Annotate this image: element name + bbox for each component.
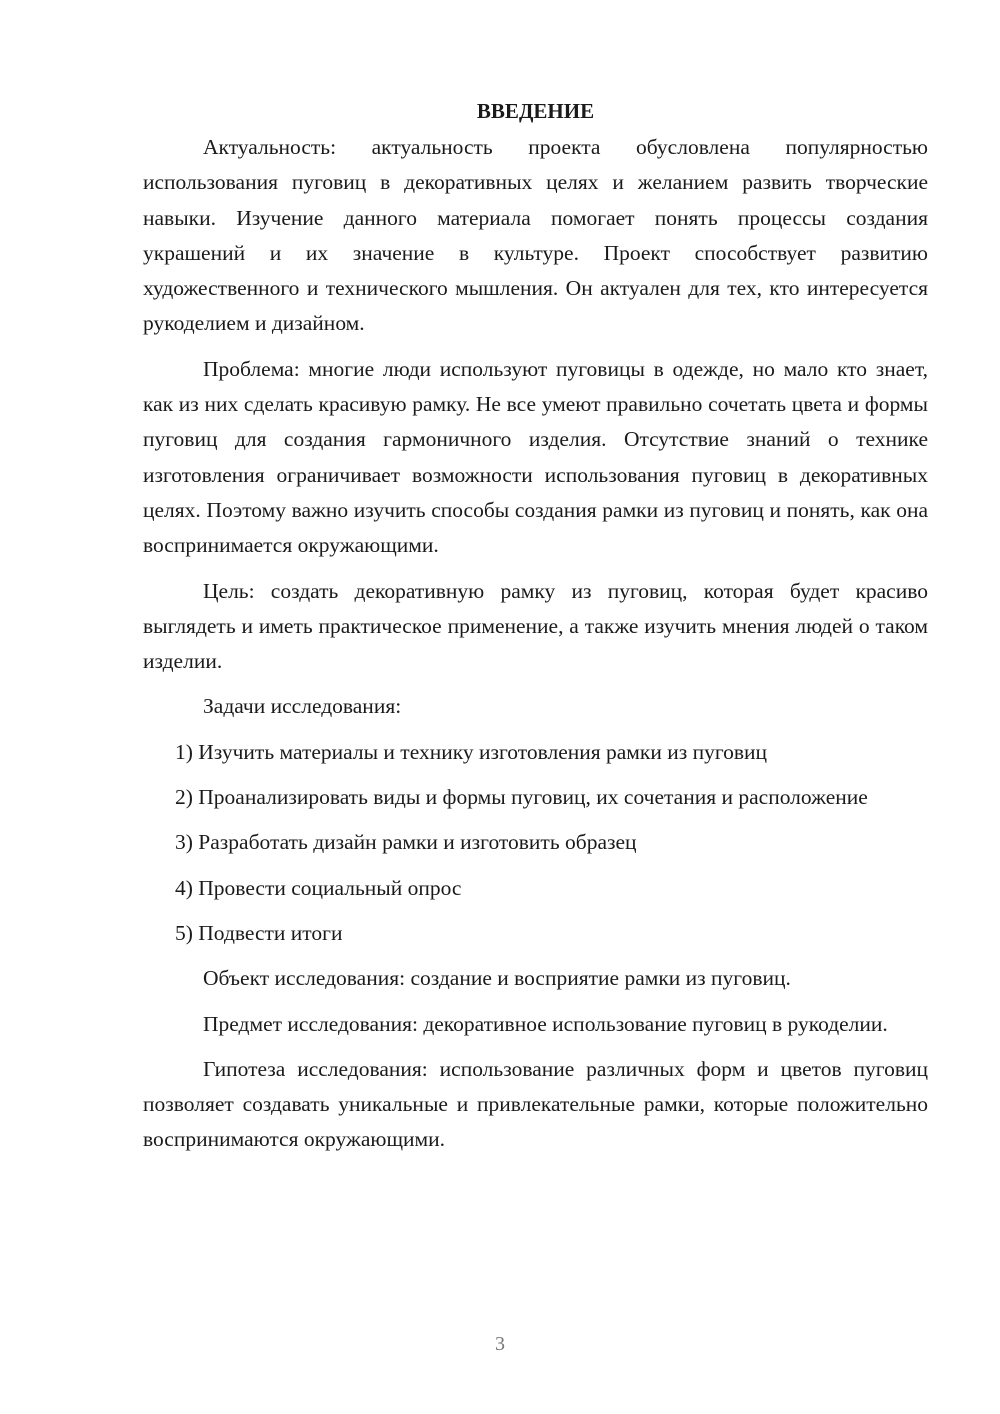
- task-item-5: 5) Подвести итоги: [175, 920, 343, 945]
- section-title: ВВЕДЕНИЕ: [476, 99, 595, 123]
- task-item-1: 1) Изучить материалы и технику изготовления рамки из пуговиц: [175, 739, 768, 764]
- task-item-3: 3) Разработать дизайн рамки и изготовить образец: [175, 830, 637, 855]
- page-number: 3: [495, 1333, 505, 1355]
- goal-paragraph: Цель: создать декоративную рамку из пуговиц, которая будет красиво выглядеть и иметь практическое применение, а также изучить мнения людей о таком изделии.: [143, 578, 928, 674]
- page-content: [143, 94, 928, 1158]
- object-paragraph: Объект исследования: создание и восприятие рамки из пуговиц.: [203, 966, 791, 991]
- hypothesis-paragraph: Гипотеза исследования: использование различных форм и цветов пуговиц позволяет создавать уникальные и привлекательные рамки, которые положительно воспринимаются окружающими.: [143, 1056, 928, 1152]
- tasks-heading: Задачи исследования:: [203, 694, 402, 719]
- problem-paragraph: Проблема: многие люди используют пуговицы в одежде, но мало кто знает, как из них сделать красивую рамку. Не все умеют правильно сочетать цвета и формы пуговиц для создания гармоничного изделия. Отсутствие знаний о технике изготовления ограничивает возможности использования пуговиц в декоративных целях. Поэтому важно изучить способы создания рамки из пуговиц и понять, как она воспринимается окружающими.: [143, 356, 928, 558]
- task-item-2: 2) Проанализировать виды и формы пуговиц, их сочетания и расположение: [175, 785, 868, 810]
- relevance-paragraph: Актуальность: актуальность проекта обусловлена популярностью использования пуговиц в декоративных целях и желанием развить творческие навыки. Изучение данного материала помогает понять процессы создания украшений и их значение в культуре. Проект способствует развитию художественного и технического мышления. Он актуален для тех, кто интересуется рукоделием и дизайном.: [143, 135, 928, 336]
- subject-paragraph: Предмет исследования: декоративное использование пуговиц в рукоделии.: [203, 1011, 888, 1036]
- task-item-4: 4) Провести социальный опрос: [175, 875, 462, 900]
